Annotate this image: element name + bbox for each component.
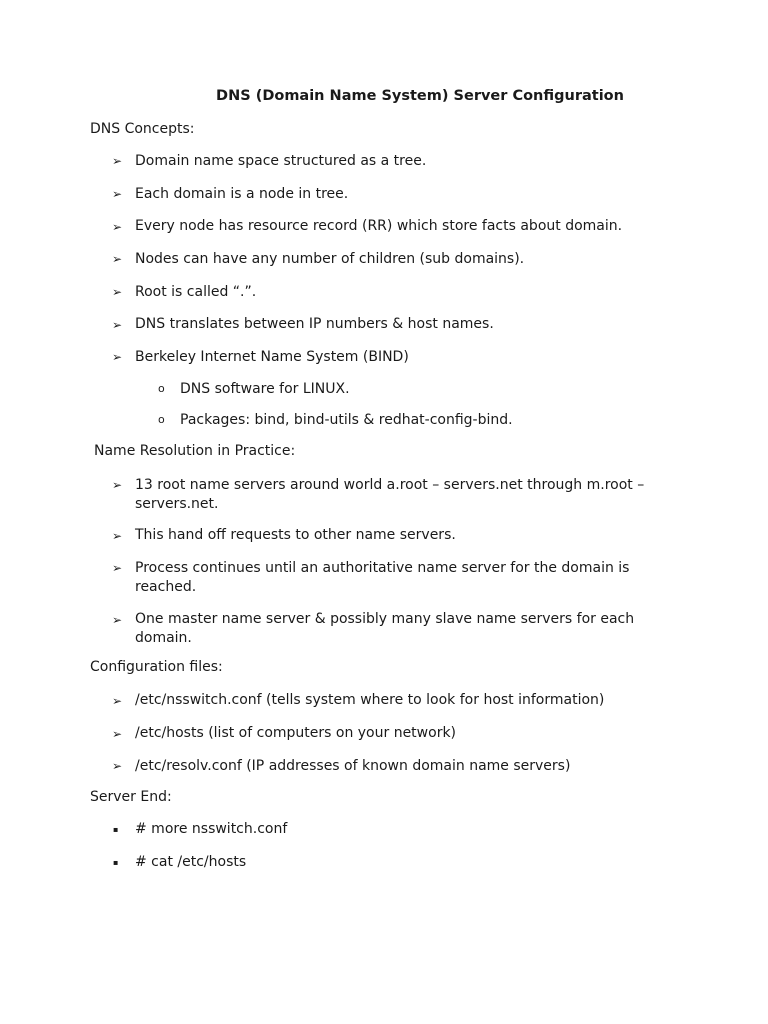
arrow-bullet-icon: ➢ bbox=[112, 285, 123, 299]
arrow-bullet-icon: ➢ bbox=[112, 478, 123, 492]
circle-bullet-icon: o bbox=[158, 413, 165, 426]
sub-list-item: Packages: bind, bind-utils & redhat-config-bind. bbox=[180, 412, 513, 428]
list-item: # cat /etc/hosts bbox=[135, 854, 247, 870]
list-item: One master name server & possibly many slave name servers for each domain. bbox=[135, 611, 635, 646]
section-heading-server: Server End: bbox=[90, 789, 172, 805]
arrow-bullet-icon: ➢ bbox=[112, 350, 123, 364]
arrow-bullet-icon: ➢ bbox=[112, 727, 123, 741]
circle-bullet-icon: o bbox=[158, 382, 165, 395]
list-item: Each domain is a node in tree. bbox=[135, 186, 349, 202]
sub-list-item: DNS software for LINUX. bbox=[180, 381, 350, 397]
document-title: DNS (Domain Name System) Server Configuration bbox=[216, 88, 624, 104]
list-item: /etc/resolv.conf (IP addresses of known domain name servers) bbox=[135, 758, 571, 774]
list-item: This hand off requests to other name servers. bbox=[135, 527, 456, 543]
list-item: Domain name space structured as a tree. bbox=[135, 153, 427, 169]
arrow-bullet-icon: ➢ bbox=[112, 154, 123, 168]
arrow-bullet-icon: ➢ bbox=[112, 694, 123, 708]
list-item: Process continues until an authoritative name server for the domain is reached. bbox=[135, 560, 630, 595]
section-heading-resolution: Name Resolution in Practice: bbox=[94, 443, 296, 459]
list-item: /etc/hosts (list of computers on your network) bbox=[135, 725, 457, 741]
list-item: Every node has resource record (RR) which store facts about domain. bbox=[135, 218, 623, 234]
arrow-bullet-icon: ➢ bbox=[112, 252, 123, 266]
arrow-bullet-icon: ➢ bbox=[112, 318, 123, 332]
arrow-bullet-icon: ➢ bbox=[112, 613, 123, 627]
arrow-bullet-icon: ➢ bbox=[112, 759, 123, 773]
square-bullet-icon: ▪ bbox=[113, 858, 119, 867]
list-item: Berkeley Internet Name System (BIND) bbox=[135, 349, 409, 365]
list-item: /etc/nsswitch.conf (tells system where to look for host information) bbox=[135, 692, 605, 708]
list-item: Root is called “.”. bbox=[135, 284, 257, 300]
arrow-bullet-icon: ➢ bbox=[112, 220, 123, 234]
list-item: # more nsswitch.conf bbox=[135, 821, 288, 837]
arrow-bullet-icon: ➢ bbox=[112, 529, 123, 543]
list-item: DNS translates between IP numbers & host names. bbox=[135, 316, 494, 332]
arrow-bullet-icon: ➢ bbox=[112, 561, 123, 575]
arrow-bullet-icon: ➢ bbox=[112, 187, 123, 201]
list-item: Nodes can have any number of children (sub domains). bbox=[135, 251, 525, 267]
section-heading-config: Configuration files: bbox=[90, 659, 223, 675]
list-item: 13 root name servers around world a.root – servers.net through m.root – servers.net. bbox=[135, 477, 645, 512]
section-heading-concepts: DNS Concepts: bbox=[90, 121, 195, 137]
square-bullet-icon: ▪ bbox=[113, 825, 119, 834]
